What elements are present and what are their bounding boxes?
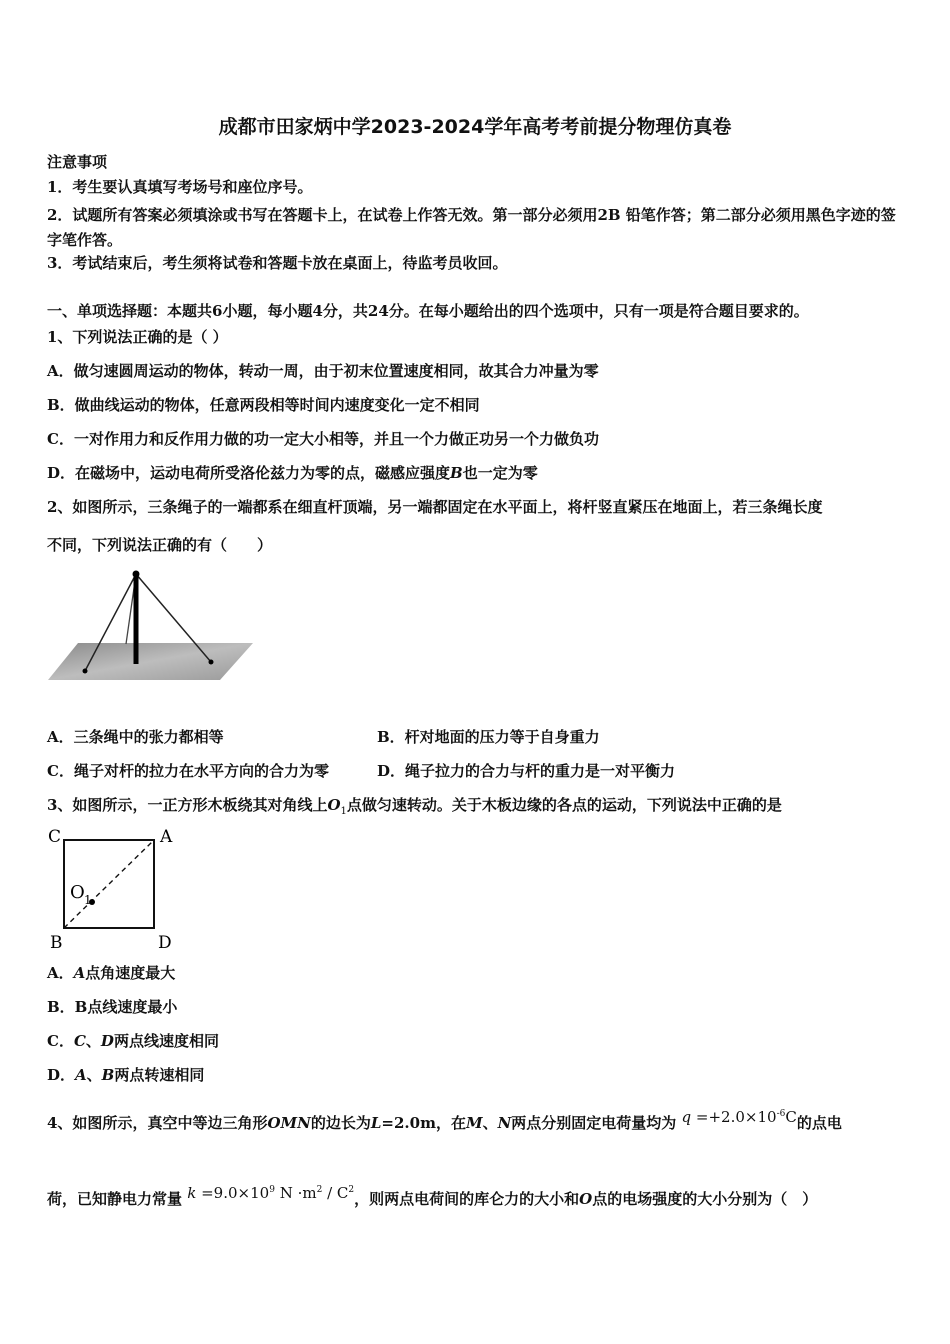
q4-k-exp2: 2 [316, 1185, 323, 1195]
q1-option-d-var: B [450, 464, 463, 482]
rod-top [133, 571, 140, 578]
label-d: D [158, 933, 172, 953]
notice-item-2: 2．试题所有答案必须填涂或书写在答题卡上，在试卷上作答无效。第一部分必须用2B 铅笔作答；第二部分必须用黑色字迹的签字笔作答。 [47, 206, 896, 249]
q3-stem-pre: 3、如图所示，一正方形木板绕其对角线上 [47, 796, 328, 814]
q4-M: M [465, 1114, 483, 1132]
q3-d-var1: A [75, 1066, 87, 1084]
notice-heading: 注意事项 [47, 153, 108, 171]
q4-l1-c: =2.0m，在 [381, 1114, 466, 1132]
q1-stem: 1、下列说法正确的是（ ） [47, 328, 228, 346]
q4-N: N [497, 1114, 512, 1132]
q4-l2-c: 点的电场强度的大小分别为（ ） [592, 1190, 818, 1208]
label-c: C [48, 827, 62, 847]
q4-line2 [47, 1186, 817, 1209]
q3-c-var2: D [100, 1032, 114, 1050]
q4-k-formula [187, 1184, 354, 1202]
q3-option-a [47, 963, 175, 983]
q3-d-mid: 、 [86, 1066, 102, 1084]
q2-option-d: D．绳子拉力的合力与杆的重力是一对平衡力 [377, 762, 676, 780]
q1-option-b: B．做曲线运动的物体，任意两段相等时间内速度变化一定不相同 [47, 396, 480, 414]
q4-l1-f: 的点电 [796, 1114, 842, 1132]
q4-k-var: k [187, 1184, 197, 1202]
q2-option-c: C．绳子对杆的拉力在水平方向的合力为零 [47, 762, 329, 780]
q2-option-a: A．三条绳中的张力都相等 [47, 728, 224, 746]
q4-l1-e: 两点分别固定电荷量均为 [511, 1114, 677, 1132]
label-o: O [70, 882, 85, 903]
page-title: 成都市田家炳中学2023-2024学年高考考前提分物理仿真卷 [218, 116, 732, 138]
q4-l2-a: 荷，已知静电力常量 [47, 1190, 183, 1208]
q4-q-var: q [681, 1108, 692, 1126]
q1-option-d-post: 也一定为零 [462, 464, 538, 482]
q1-option-d [47, 463, 538, 483]
q3-stem-var: O [327, 796, 341, 814]
q4-charge-formula [682, 1108, 797, 1126]
q3-c-var1: C [73, 1032, 86, 1050]
label-a: A [160, 827, 173, 847]
label-b: B [50, 933, 63, 953]
q3-option-d [47, 1065, 204, 1085]
q4-k-val: =9.0×10 [196, 1184, 270, 1202]
q3-stem-sub: 1 [340, 806, 347, 817]
q3-option-b: B．B点线速度最小 [47, 998, 178, 1016]
q4-q-exp: -6 [776, 1109, 786, 1119]
q4-l1-b: 的边长为 [310, 1114, 371, 1132]
q4-l1-a: 4、如图所示，真空中等边三角形 [47, 1114, 268, 1132]
q3-a-pre: A． [47, 964, 74, 982]
q4-k-exp3: 2 [348, 1185, 355, 1195]
q4-O: O [579, 1190, 593, 1208]
q3-a-post: 点角速度最大 [85, 964, 176, 982]
ground-plane [48, 643, 253, 680]
q3-c-pre: C． [47, 1032, 74, 1050]
q3-d-pre: D． [47, 1066, 76, 1084]
rope-anchor-right [209, 660, 214, 665]
q3-figure [44, 826, 184, 954]
q3-a-var: A [73, 964, 86, 982]
q4-l1-d: 、 [482, 1114, 498, 1132]
q3-d-var2: B [101, 1066, 115, 1084]
q3-c-mid: 、 [85, 1032, 101, 1050]
rope-anchor-left [83, 669, 88, 674]
q1-option-d-pre: D．在磁场中，运动电荷所受洛伦兹力为零的点，磁感应强度 [47, 464, 451, 482]
section-heading: 一、单项选择题：本题共6小题，每小题4分，共24分。在每小题给出的四个选项中，只有一项是符合题目要求的。 [47, 302, 809, 320]
q3-option-c [47, 1031, 219, 1051]
q2-stem-line1: 2、如图所示，三条绳子的一端都系在细直杆顶端，另一端都固定在水平面上，将杆竖直紧压在地面上，若三条绳长度 [47, 498, 823, 516]
q4-k-unit2: / C [322, 1184, 349, 1202]
q4-l2-b: ，则两点电荷间的库仑力的大小和 [354, 1190, 580, 1208]
q3-stem [47, 795, 782, 822]
notice-item-1: 1．考生要认真填写考场号和座位序号。 [47, 178, 313, 196]
q4-L: L [370, 1114, 382, 1132]
q3-c-post: 两点线速度相同 [113, 1032, 219, 1050]
q3-stem-post: 点做匀速转动。关于木板边缘的各点的运动，下列说法中正确的是 [346, 796, 782, 814]
q1-option-a: A．做匀速圆周运动的物体，转动一周，由于初末位置速度相同，故其合力冲量为零 [47, 362, 599, 380]
q1-option-c: C．一对作用力和反作用力做的功一定大小相等，并且一个力做正功另一个力做负功 [47, 430, 599, 448]
q4-omn: OMN [267, 1114, 311, 1132]
q4-q-val: =+2.0×10 [691, 1108, 777, 1126]
q4-line1 [47, 1110, 842, 1133]
notice-item-3: 3．考试结束后，考生须将试卷和答题卡放在桌面上，待监考员收回。 [47, 254, 508, 272]
q4-q-unit: C [785, 1108, 797, 1126]
q4-k-exp: 9 [269, 1185, 275, 1195]
q3-d-post: 两点转速相同 [114, 1066, 205, 1084]
q2-figure [48, 568, 258, 686]
q4-k-unit1: N ·m [274, 1184, 317, 1202]
q2-option-b: B．杆对地面的压力等于自身重力 [377, 728, 600, 746]
label-o-sub: 1 [84, 893, 92, 907]
q2-stem-line2: 不同，下列说法正确的有（ ） [47, 536, 273, 554]
